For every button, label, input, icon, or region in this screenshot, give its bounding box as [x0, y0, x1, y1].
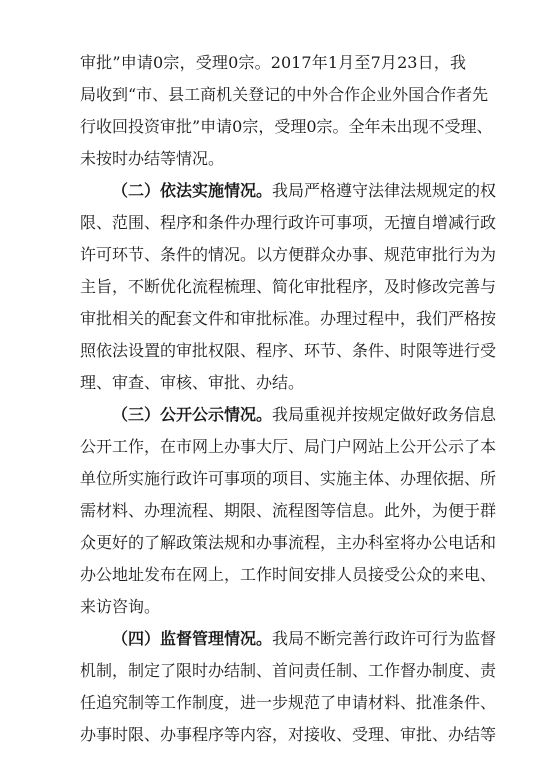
paragraph-2-line-6: 照依法设置的审批权限、程序、环节、条件、时限等进行受 [80, 341, 497, 360]
paragraph-1-line-3: 行收回投资审批”申请0宗，受理0宗。全年未出现不受理、 [80, 117, 493, 136]
paragraph-1-line-1: 审批”申请0宗，受理0宗。2017年1月至7月23日，我 [80, 53, 466, 72]
paragraph-3-line-7: 来访咨询。 [80, 597, 161, 616]
paragraph-3-first-text: 我局重视并按规定做好政务信息 [272, 405, 497, 424]
paragraph-3-line-3: 单位所实施行政许可事项的项目、实施主体、办理依据、所 [80, 469, 497, 488]
paragraph-4-line-3: 任追究制等工作制度，进一步规范了申请材料、批准条件、 [80, 693, 497, 712]
paragraph-4-line-4: 办事时限、办事程序等内容，对接收、受理、审批、办结等 [80, 725, 497, 744]
paragraph-1-line-2: 局收到“市、县工商机关登记的中外合作企业外国合作者先 [80, 85, 489, 104]
paragraph-2-line-5: 审批相关的配套文件和审批标准。办理过程中，我们严格按 [80, 309, 497, 328]
paragraph-4-line-2: 机制，制定了限时办结制、首问责任制、工作督办制度、责 [80, 661, 497, 680]
paragraph-3-first-line [112, 400, 497, 430]
paragraph-4-first-line [112, 624, 497, 654]
paragraph-3-line-4: 需材料、办理流程、期限、流程图等信息。此外，为便于群 [80, 501, 497, 520]
paragraph-4-first-text: 我局不断完善行政许可行为监督 [272, 629, 497, 648]
paragraph-2-line-7: 理、审查、审核、审批、办结。 [80, 373, 305, 392]
paragraph-2-first-line [112, 176, 497, 206]
paragraph-2-first-text: 我局严格遵守法律法规规定的权 [272, 181, 497, 200]
paragraph-2-line-2: 限、范围、程序和条件办理行政许可事项，无擅自增减行政 [80, 213, 497, 232]
paragraph-2-line-4: 主旨，不断优化流程梳理、简化审批程序，及时修改完善与 [80, 277, 497, 296]
paragraph-3-heading: （三）公开公示情况。 [112, 405, 273, 424]
paragraph-3-line-5: 众更好的了解政策法规和办事流程，主办科室将办公电话和 [80, 533, 497, 552]
paragraph-1-line-4: 未按时办结等情况。 [80, 149, 225, 168]
paragraph-3-line-2: 公开工作，在市网上办事大厅、局门户网站上公开公示了本 [80, 437, 497, 456]
paragraph-4-heading: （四）监督管理情况。 [112, 629, 273, 648]
paragraph-2-heading: （二）依法实施情况。 [112, 181, 273, 200]
paragraph-3-line-6: 办公地址发布在网上，工作时间安排人员接受公众的来电、 [80, 565, 497, 584]
paragraph-2-line-3: 许可环节、条件的情况。以方便群众办事、规范审批行为为 [80, 245, 497, 264]
